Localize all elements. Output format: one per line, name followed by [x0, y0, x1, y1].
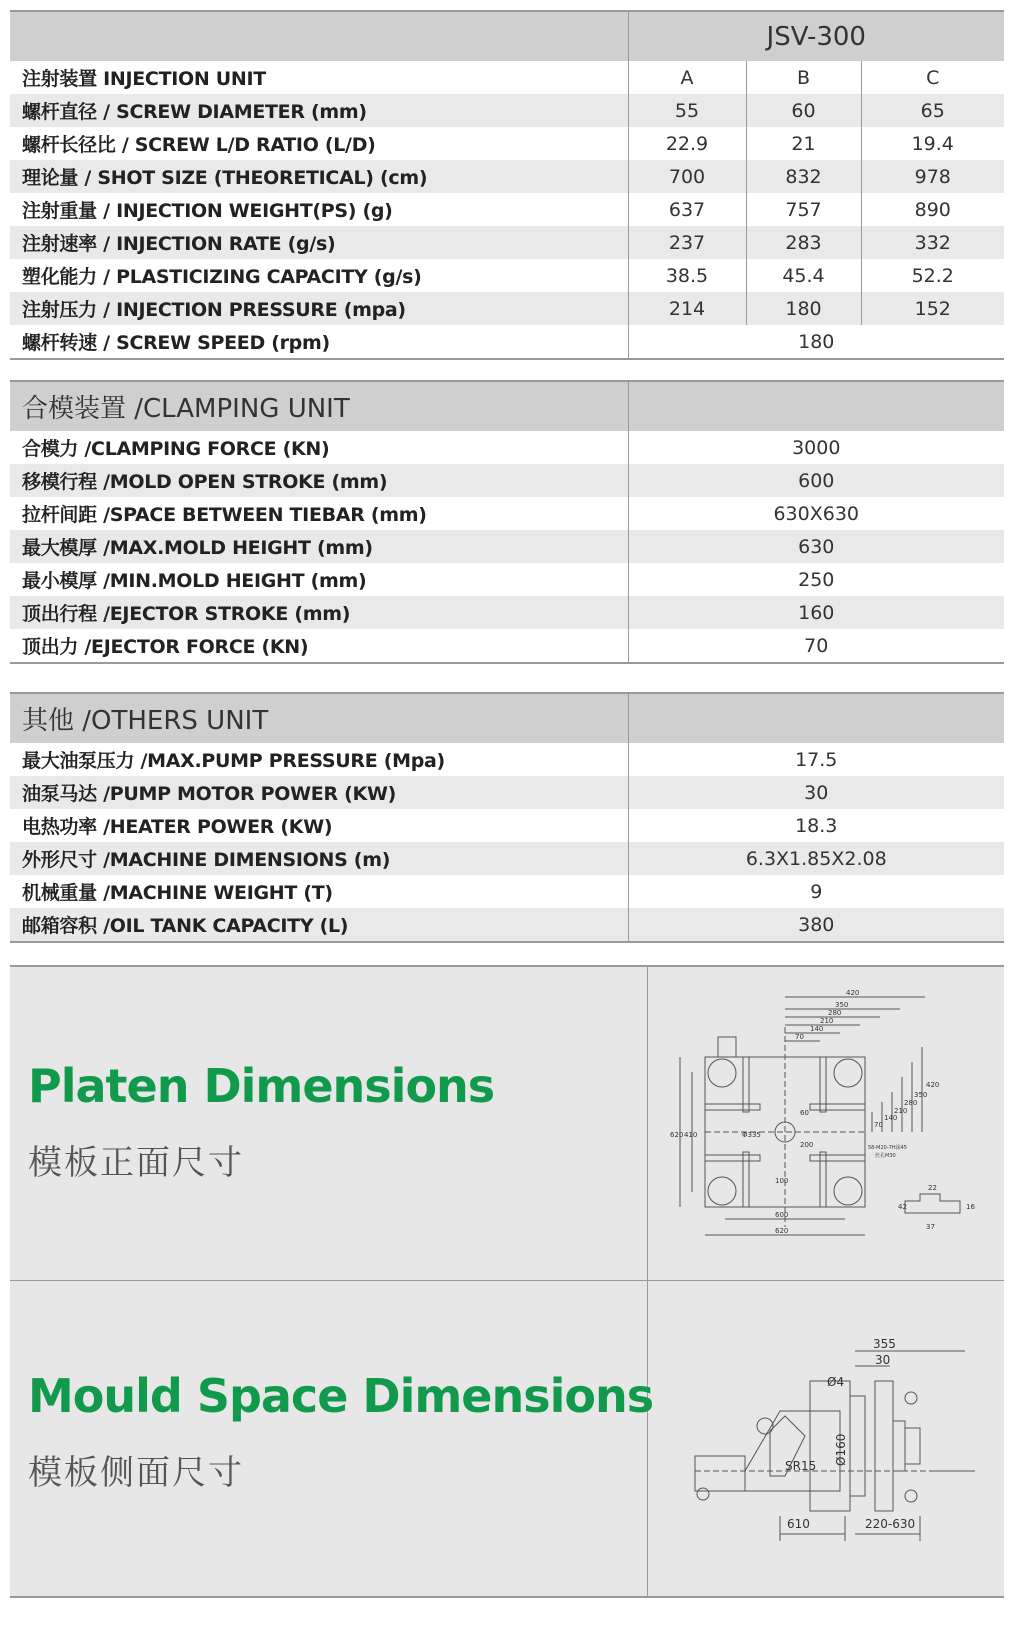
dim-label: 16 — [966, 1203, 975, 1211]
section-header — [10, 693, 1004, 743]
dim-note: 丝孔M30 — [875, 1153, 896, 1159]
dim-label: 140 — [810, 1025, 824, 1033]
value: 6.3X1.85X2.08 — [628, 842, 1004, 875]
dim-label: Φ335 — [742, 1131, 761, 1139]
value: 630X630 — [628, 497, 1004, 530]
mould-title-cn: 模板侧面尺寸 — [28, 1453, 244, 1493]
table-row — [10, 292, 1004, 325]
table-row — [10, 226, 1004, 259]
table-row — [10, 809, 1004, 842]
table-row — [10, 193, 1004, 226]
platen-lug — [718, 1037, 736, 1057]
others-unit-section — [10, 692, 1004, 943]
value-c: 332 — [861, 226, 1004, 259]
row-label: 机械重量 /MACHINE WEIGHT (T) — [22, 882, 333, 904]
dim-label: 42 — [898, 1203, 907, 1211]
tiebar-nut-icon — [905, 1392, 917, 1404]
table-row — [10, 743, 1004, 776]
value-b: 832 — [746, 160, 861, 193]
value-c: 52.2 — [861, 259, 1004, 292]
dim-label: 70 — [795, 1033, 804, 1041]
dim-label: 200 — [800, 1141, 814, 1149]
platen-title-en: Platen Dimensions — [28, 1059, 495, 1113]
dim-label: 220-630 — [865, 1517, 916, 1531]
value-a: 637 — [628, 193, 746, 226]
table-row — [10, 94, 1004, 127]
table-row — [10, 875, 1004, 908]
dim-label: 620 — [670, 1131, 684, 1139]
dim-label: 22 — [928, 1184, 937, 1192]
table-row — [10, 629, 1004, 663]
value: 600 — [628, 464, 1004, 497]
injection-unit-label: 注射装置 INJECTION UNIT — [22, 68, 266, 90]
row-label: 邮箱容积 /OIL TANK CAPACITY (L) — [10, 908, 628, 942]
value: 18.3 — [628, 809, 1004, 842]
value: 630 — [628, 530, 1004, 563]
value-b: 283 — [746, 226, 861, 259]
value-a: 22.9 — [628, 127, 746, 160]
row-label: 顶出力 /EJECTOR FORCE (KN) — [10, 629, 628, 663]
dim-label: 37 — [926, 1223, 935, 1231]
table-row — [10, 842, 1004, 875]
table-row — [10, 259, 1004, 292]
value-b: 757 — [746, 193, 861, 226]
injection-unit-section — [10, 10, 1004, 360]
table-row — [10, 464, 1004, 497]
row-label: 塑化能力 / PLASTICIZING CAPACITY (g/s) — [22, 266, 422, 288]
injection-model-row — [10, 11, 1004, 61]
dim-label: Ø160 — [834, 1433, 848, 1466]
row-label: 顶出行程 /EJECTOR STROKE (mm) — [10, 596, 628, 629]
row-label: 油泵马达 /PUMP MOTOR POWER (KW) — [10, 776, 628, 809]
dim-label: 350 — [914, 1091, 928, 1099]
tiebar-hole-icon — [708, 1059, 736, 1087]
value-c: 19.4 — [861, 127, 1004, 160]
value-c: 890 — [861, 193, 1004, 226]
table-row — [10, 431, 1004, 464]
model-name: JSV-300 — [628, 11, 1004, 61]
value-b: 180 — [746, 292, 861, 325]
dim-label: 210 — [894, 1107, 908, 1115]
dim-label: Ø4 — [827, 1375, 845, 1389]
table-row — [10, 160, 1004, 193]
table-row — [10, 563, 1004, 596]
section-title: 合模装置 /CLAMPING UNIT — [10, 381, 628, 431]
value-a: 214 — [628, 292, 746, 325]
tiebar-hole-icon — [834, 1059, 862, 1087]
nozzle — [905, 1428, 920, 1464]
row-label: 螺杆直径 / SCREW DIAMETER (mm) — [10, 94, 628, 127]
row-label: 螺杆长径比 / SCREW L/D RATIO (L/D) — [22, 134, 376, 156]
platen-front-drawing — [670, 987, 990, 1262]
value-a: 55 — [628, 94, 746, 127]
row-label: 注射重量 / INJECTION WEIGHT(PS) (g) — [22, 200, 393, 222]
injection-unit-row — [10, 61, 1004, 94]
dim-label: 280 — [904, 1099, 918, 1107]
screw-b-label: B — [746, 61, 861, 94]
value-a: 38.5 — [628, 259, 746, 292]
row-label: 最大模厚 /MAX.MOLD HEIGHT (mm) — [10, 530, 628, 563]
dim-label: 140 — [884, 1114, 898, 1122]
section-title: 其他 /OTHERS UNIT — [10, 693, 628, 743]
row-label: 注射压力 / INJECTION PRESSURE (mpa) — [10, 292, 628, 325]
table-row — [10, 127, 1004, 160]
value-b: 21 — [746, 127, 861, 160]
mould-side-drawing — [675, 1326, 995, 1571]
value: 180 — [628, 325, 1004, 359]
value-c: 152 — [861, 292, 1004, 325]
table-row — [10, 497, 1004, 530]
tiebar-hole-icon — [834, 1177, 862, 1205]
row-label: 螺杆转速 / SCREW SPEED (rpm) — [10, 325, 628, 359]
table-row — [10, 325, 1004, 359]
dim-label: 100 — [775, 1177, 789, 1185]
value-c: 65 — [861, 94, 1004, 127]
row-label: 外形尺寸 /MACHINE DIMENSIONS (m) — [10, 842, 628, 875]
row-label: 电热功率 /HEATER POWER (KW) — [22, 816, 333, 838]
dim-label: 420 — [926, 1081, 940, 1089]
row-label: 最小模厚 /MIN.MOLD HEIGHT (mm) — [22, 570, 367, 592]
value: 70 — [628, 629, 1004, 663]
tiebar-nut-icon — [905, 1490, 917, 1502]
table-row — [10, 596, 1004, 629]
dim-label: 610 — [787, 1517, 810, 1531]
clamping-unit-section — [10, 380, 1004, 664]
value-c: 978 — [861, 160, 1004, 193]
fixed-platen — [875, 1381, 893, 1511]
dim-label: 280 — [828, 1009, 842, 1017]
pivot-icon — [757, 1418, 773, 1434]
row-label: 理论量 / SHOT SIZE (THEORETICAL) (cm) — [10, 160, 628, 193]
dim-label: 410 — [684, 1131, 698, 1139]
table-row — [10, 776, 1004, 809]
clamping-table — [10, 380, 1004, 664]
platen-title-cn: 模板正面尺寸 — [28, 1143, 244, 1183]
dim-label: 60 — [800, 1109, 809, 1117]
pivot-icon — [697, 1488, 709, 1500]
t-slot-detail — [905, 1194, 960, 1213]
others-table — [10, 692, 1004, 943]
dim-label: 30 — [875, 1353, 891, 1367]
platen-dimensions-panel — [10, 965, 1004, 1280]
value: 9 — [628, 875, 1004, 908]
value: 250 — [628, 563, 1004, 596]
dim-label: 600 — [775, 1211, 789, 1219]
dim-label: 355 — [873, 1337, 896, 1351]
value-a: 237 — [628, 226, 746, 259]
dim-label: 70 — [874, 1121, 883, 1129]
row-label: 拉杆间距 /SPACE BETWEEN TIEBAR (mm) — [22, 504, 427, 526]
dim-label: SR15 — [785, 1459, 817, 1473]
dim-note: 58-M20-7H深45 — [868, 1145, 907, 1151]
dim-label: 420 — [846, 989, 860, 997]
table-row — [10, 530, 1004, 563]
value: 380 — [628, 908, 1004, 942]
value-b: 60 — [746, 94, 861, 127]
tiebar-hole-icon — [708, 1177, 736, 1205]
value: 17.5 — [628, 743, 1004, 776]
dim-label: 620 — [775, 1227, 789, 1235]
dim-label: 210 — [820, 1017, 834, 1025]
value-b: 45.4 — [746, 259, 861, 292]
row-label: 注射速率 / INJECTION RATE (g/s) — [10, 226, 628, 259]
screw-a-label: A — [628, 61, 746, 94]
mould-title-en: Mould Space Dimensions — [28, 1369, 654, 1423]
row-label: 最大油泵压力 /MAX.PUMP PRESSURE (Mpa) — [22, 750, 445, 772]
rear-platen — [695, 1456, 745, 1491]
row-label: 移模行程 /MOLD OPEN STROKE (mm) — [10, 464, 628, 497]
injection-table — [10, 10, 1004, 360]
value-a: 700 — [628, 160, 746, 193]
value: 160 — [628, 596, 1004, 629]
table-row — [10, 908, 1004, 942]
mould-space-panel — [10, 1280, 1004, 1598]
value: 30 — [628, 776, 1004, 809]
screw-c-label: C — [861, 61, 1004, 94]
row-label: 合模力 /CLAMPING FORCE (KN) — [22, 438, 330, 460]
value: 3000 — [628, 431, 1004, 464]
dim-label: 350 — [835, 1001, 849, 1009]
section-header — [10, 381, 1004, 431]
